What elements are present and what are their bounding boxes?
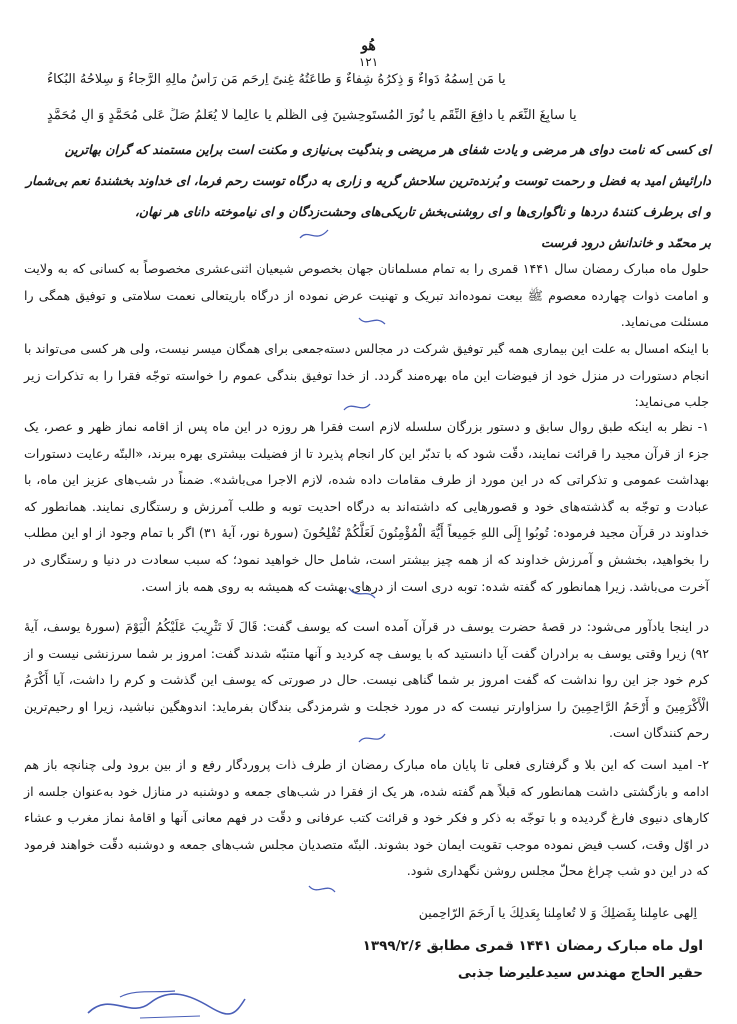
translation-line-1: ای کسی که نامت دوای هر مرضی و یادت شفای هر مریضی و بندگیت بی‌نیازی و مکنت است براین مستمند که گران بهاترین [64, 142, 711, 157]
pen-tick-mark-icon [355, 310, 389, 332]
translation-line-3: و ای برطرف کنندهٔ دردها و ناگواری‌ها و ای روشنی‌بخش تاریکی‌های وحشت‌زدگان و ای نیاموخته دانای هر نهان، [134, 204, 711, 219]
paragraph-greeting: حلول ماه مبارک رمضان سال ۱۴۴۱ قمری را به تمام مسلمانان جهان بخصوص شیعیان اثنی‌عشری مخصوصاً به کسانی که به ولایت و امامت ذوات چهارده معصوم ﷺ بیعت نموده‌اند تبریک و تهنیت عرض نموده از درگاه باریتعالی نعمت سلامتی و توفیق همگی را مسئلت می‌نماید. [24, 261, 709, 330]
paragraph-notice: با اینکه امسال به علت این بیماری همه گیر توفیق شرکت در مجالس دسته‌جمعی برای همگان میسر نیست، ولی هر کسی می‌تواند با انجام دستورات در منزل خود از فیوضات این ماه بهره‌مند گردد. از خدا توفیق بندگی عموم را خواسته توجّه فقرا را به تذکرات زیر جلب می‌نماید: [24, 341, 709, 410]
prayer-line-2: یا سابِغَ النِّعَمِ یا دافِعَ النِّقَمِ یا نُورَ المُستَوحِشینَ فِی الظُّلَمِ یا عالِماً لا یُعَلَّمُ صَلِّ عَلی مُحَمَّدٍ وَ آلِ مُحَمَّدٍ [47, 108, 577, 123]
pen-tick-mark-icon [298, 224, 332, 246]
handwritten-signature [80, 985, 250, 1021]
signer-name: حقیر الحاج مهندس سیدعلیرضا جذبی [457, 965, 703, 981]
header-mark: هُو [361, 38, 376, 54]
pen-tick-mark-icon [345, 582, 379, 604]
paragraph-item-2: ۲- امید است که این بلا و گرفتاری فعلی تا پایان ماه مبارک رمضان از طرف ذات پروردگار رفع و از بین برود ولی چنانچه باز هم ادامه و بازگشتی داشت همانطور که قبلاً هم گفته شده، هر یک از فقرا در شب‌های جمعه و دوشنبه در منازل خود به‌عنوان جلسه از کارهای دنیوی فارغ گردیده و با توجّه به ذکر و فکر خود و قرائت کتب عرفانی و دقّت در فهم معانی آنها و اقامهٔ نماز مغرب و عشاء در اوّل وقت، کسب فیض نموده موجب تقویت ایمان خود بشوند. البتّه متصدیان مجلس شب‌های جمعه و دوشنبه دقّت خواهند فرمود که در این دو شب چراغ محلّ مجلس روشن نگهداری شود. [24, 757, 709, 879]
pen-tick-mark-icon [355, 728, 389, 750]
translation-line-4: بر محمّد و خاندانش درود فرست [540, 235, 711, 250]
prayer-translation [21, 134, 711, 258]
pen-tick-mark-icon [340, 396, 374, 418]
page-number: ۱۲۱ [358, 55, 379, 69]
pen-tick-mark-icon [305, 878, 339, 900]
prayer-line-1: یا مَن اِسمُهُ دَواءٌ وَ ذِکرُهُ شِفاءٌ وَ طاعَتُهُ غِنیً اِرحَم مَن رَأسُ مالِهِ الرَّجاءُ وَ سِلاحُهُ البُکاءُ [47, 72, 506, 87]
translation-line-2: دارائیش امید به فضل و رحمت توست و بُرنده‌ترین سلاحش گریه و زاری به درگاه توست رحم فرما، ای خداوند بخشندهٔ نعم بی‌شمار [25, 173, 711, 188]
paragraph-item-1: ۱- نظر به اینکه طبق روال سابق و دستور بزرگان سلسله لازم است فقرا هر روزه در این ماه پس از اقامه نماز ظهر و عصر، یک جزء از قرآن مجید را قرائت نمایند، دقّت شود که با تدبّر این کار انجام پذیرد تا از فضیلت بیشتری بهره ببرند، «البتّه رعایت دستورات بهداشت عمومی و تذکراتی که در این مورد از طرف مقامات داده شده، لازم الاجرا می‌باشد». ضمناً در شب‌های عزیز این ماه، با عبادت و توجّه به گذشته‌های خود و قصورهایی که داشته‌اند به درگاه احدیت توبه و طلب آمرزش و رستگاری نمایند. همانطور که خداوند در قرآن مجید فرموده: تُوبُوا إِلَى اللهِ جَمِيعاً أَيُّهَ الْمُؤْمِنُونَ لَعَلَّكُمْ تُفْلِحُونَ (سورهٔ نور، آیهٔ ۳۱) اگر با تمام وجود از او این مطلب را بخواهید، بخشش و آمرزش خداوند که از همه چیز بیشتر است، شامل حال خواهید نمود؛ که سبب سعادت در دنیا و رستگاری در آخرت می‌باشد. زیرا همانطور که گفته شده: توبه دری است از درهای بهشت که همیشه به روی همه باز است. [24, 419, 709, 594]
closing-prayer: اِلهی عامِلنا بِفَضلِكَ وَ لا تُعامِلنا بِعَدلِكَ یا اَرحَمَ الرّاحِمین [418, 905, 697, 920]
paragraph-yusuf: در اینجا یادآور می‌شود: در قصهٔ حضرت یوسف در قرآن آمده است که یوسف گفت: قَالَ لَا تَثْرِيبَ عَلَيْكُمُ الْيَوْمَ (سورهٔ یوسف، آیهٔ ۹۲) زیرا وقتی یوسف به برادران گفت آیا دانستید که با یوسف چه کردید و آنها متنبّه شدند گفت: امروز بر شما سرزنشی نیست و از کرم خود جز این روا نداشت که گفت امروز بر شما گناهی نیست. حال در صورتی که یوسف این گذشت و کرم را داشت، آیا أَكْرَمُ الْأَكْرَمِينَ و أَرْحَمُ الرَّاحِمِينَ را سزاوارتر نیست که در مورد خجلت و شرمزدگی بندگان بفرماید: اندوهگین نباشید، زیرا او رحیم‌ترین رحم کنندگان است. [24, 619, 709, 741]
date-line: اول ماه مبارک رمضان ۱۴۴۱ قمری مطابق ۱۳۹۹/۲/۶ [362, 938, 703, 954]
